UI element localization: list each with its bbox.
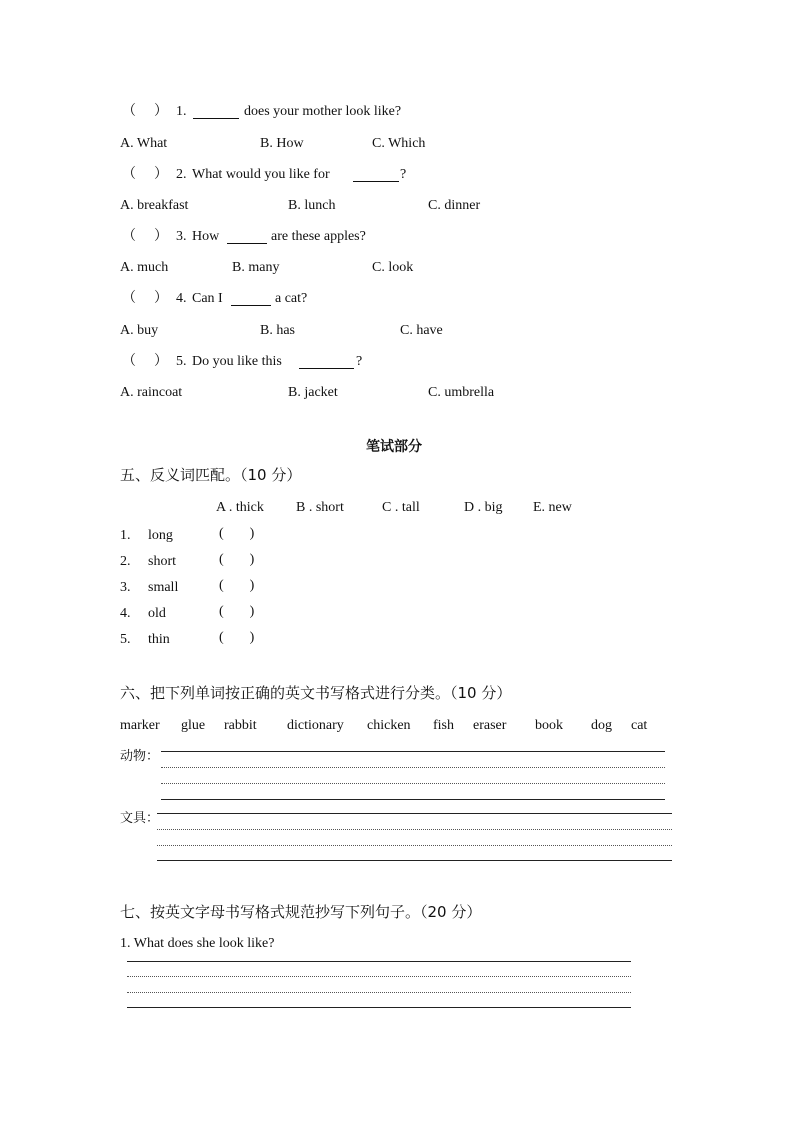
- question-end: a cat?: [275, 291, 308, 306]
- blank-line[interactable]: [193, 104, 239, 119]
- question-number: 2.: [176, 167, 187, 182]
- item-word: short: [148, 554, 176, 569]
- choice-b: B . short: [296, 500, 344, 515]
- word: marker: [120, 718, 160, 733]
- word: chicken: [367, 718, 411, 733]
- answer-bracket[interactable]: ( ): [219, 552, 255, 567]
- word: book: [535, 718, 563, 733]
- answer-bracket[interactable]: （ ）: [122, 229, 168, 244]
- item-number: 5.: [120, 632, 131, 647]
- option-a: A. buy: [120, 323, 159, 338]
- option-a: A. raincoat: [120, 385, 183, 400]
- option-b: B. How: [260, 136, 304, 151]
- item-number: 3.: [120, 580, 131, 595]
- question-text: Can I: [192, 291, 223, 306]
- item-number: 1.: [120, 528, 131, 543]
- question-number: 5.: [176, 354, 187, 369]
- answer-bracket[interactable]: ( ): [219, 604, 255, 619]
- option-c: C. Which: [372, 136, 426, 151]
- question-text: How: [192, 229, 220, 244]
- blank-line[interactable]: [353, 167, 399, 182]
- option-b: B. jacket: [288, 385, 338, 400]
- option-a: A. What: [120, 136, 168, 151]
- section7-heading: 七、按英文字母书写格式规范抄写下列句子。（20 分）: [120, 903, 482, 921]
- question-number: 1.: [176, 104, 187, 119]
- option-a: A. much: [120, 260, 169, 275]
- answer-bracket[interactable]: （ ）: [122, 167, 168, 182]
- option-c: C. umbrella: [428, 385, 495, 400]
- question-number: 3.: [176, 229, 187, 244]
- item-word: thin: [148, 632, 170, 647]
- section6-heading: 六、把下列单词按正确的英文书写格式进行分类。（10 分）: [120, 684, 512, 702]
- option-b: B. has: [260, 323, 295, 338]
- animals-label: 动物：: [120, 749, 160, 764]
- answer-bracket[interactable]: ( ): [219, 630, 255, 645]
- word: fish: [433, 718, 454, 733]
- item-word: long: [148, 528, 173, 543]
- option-c: C. have: [400, 323, 443, 338]
- question-end: are these apples?: [271, 229, 366, 244]
- item-word: small: [148, 580, 179, 595]
- question-text: What would you like for: [192, 167, 330, 182]
- question-number: 4.: [176, 291, 187, 306]
- answer-bracket[interactable]: （ ）: [122, 291, 168, 306]
- option-b: B. many: [232, 260, 280, 275]
- word: rabbit: [224, 718, 257, 733]
- choice-c: C . tall: [382, 500, 420, 515]
- item-number: 2.: [120, 554, 131, 569]
- word: dictionary: [287, 718, 344, 733]
- blank-line[interactable]: [299, 354, 354, 369]
- answer-bracket[interactable]: ( ): [219, 578, 255, 593]
- option-c: C. dinner: [428, 198, 481, 213]
- word: dog: [591, 718, 612, 733]
- choice-e: E. new: [533, 500, 572, 515]
- copy-sentence: 1. What does she look like?: [120, 936, 275, 951]
- question-text: Do you like this: [192, 354, 282, 369]
- question-text: does your mother look like?: [244, 104, 402, 119]
- answer-bracket[interactable]: （ ）: [122, 354, 168, 369]
- blank-line[interactable]: [231, 291, 271, 306]
- question-end: ?: [356, 354, 363, 369]
- item-word: old: [148, 606, 166, 621]
- question-end: ?: [400, 167, 407, 182]
- choice-a: A . thick: [216, 500, 264, 515]
- item-number: 4.: [120, 606, 131, 621]
- section5-heading: 五、反义词匹配。（10 分）: [120, 466, 302, 484]
- option-b: B. lunch: [288, 198, 336, 213]
- answer-bracket[interactable]: ( ): [219, 526, 255, 541]
- blank-line[interactable]: [227, 229, 267, 244]
- option-c: C. look: [372, 260, 414, 275]
- written-section-title: 笔试部分: [366, 439, 422, 455]
- answer-bracket[interactable]: （ ）: [122, 104, 168, 119]
- option-a: A. breakfast: [120, 198, 189, 213]
- word: cat: [631, 718, 648, 733]
- word: eraser: [473, 718, 507, 733]
- word: glue: [181, 718, 206, 733]
- choice-d: D . big: [464, 500, 503, 515]
- stationery-label: 文具：: [120, 811, 160, 826]
